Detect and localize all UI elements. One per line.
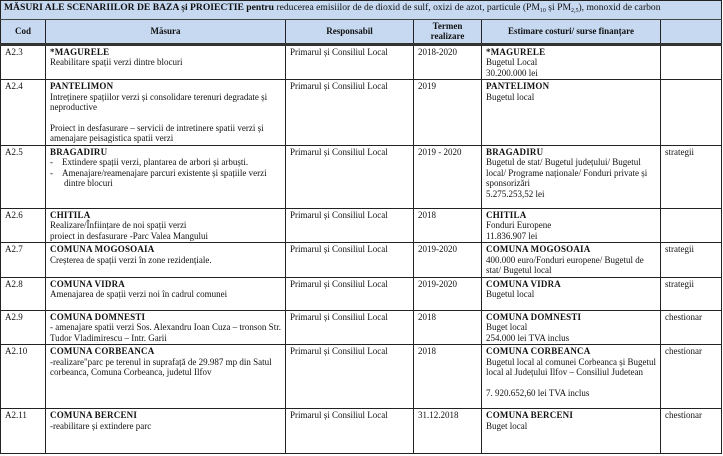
- estimare-place: CHITILA: [486, 209, 527, 220]
- table-title-row: [1, 1, 722, 20]
- cell-termen: 2019-2020: [414, 277, 482, 310]
- estimare-line: 11.836.907 lei: [486, 230, 538, 241]
- table-row: [1, 208, 722, 243]
- cell-estimare: [482, 409, 661, 454]
- cell-estimare: [482, 44, 661, 80]
- masura-line: -realizare"parc pe terenul in suprafață de 29.987 mp din Satul corbeanca, Comuna Corbeanca, judetul Ilfov: [50, 356, 272, 377]
- masura-place: COMUNA DOMNESTI: [50, 311, 146, 322]
- cell-termen: 2019 - 2020: [414, 145, 482, 208]
- estimare-line: Bugetul de stat/ Bugetul județului/ Bugetul local/ Programe naționale/ Fonduri private și sponsorizări: [486, 157, 648, 188]
- masura-place: COMUNA CORBEANCA: [50, 346, 155, 356]
- header-extra: [661, 19, 722, 44]
- masura-place: COMUNA MOGOSOAIA: [50, 244, 155, 254]
- estimare-line: 5.275.253,52 lei: [486, 188, 545, 199]
- spacer: [50, 113, 281, 123]
- cell-responsabil: Primarul și Consiliul Local: [286, 44, 414, 80]
- cell-estimare: [482, 277, 661, 310]
- masura-line: Creșterea de spații verzi în zone rezidențiale.: [50, 254, 212, 265]
- estimare-line: Fonduri Europene: [486, 220, 552, 230]
- table-row: [1, 310, 722, 345]
- bullet-text: Amenajare/reamenajare parcuri existente și spațiile verzi dintre blocuri: [62, 167, 267, 188]
- header-estimare: Estimare costuri/ surse finanțare: [482, 19, 661, 44]
- cell-cod: A2.3: [1, 44, 46, 80]
- header-cod: Cod: [1, 19, 46, 44]
- cell-extra: strategii: [661, 277, 722, 310]
- estimare-place: COMUNA MOGOSOAIA: [486, 244, 591, 254]
- cell-termen: 2018: [414, 208, 482, 243]
- masura-bullet: [50, 157, 281, 168]
- cell-masura: [46, 409, 286, 454]
- title-sub-pm10: 10: [539, 8, 546, 14]
- masura-place: BRAGADIRU: [50, 146, 108, 157]
- cell-termen: 2019-2020: [414, 243, 482, 278]
- table-row: [1, 409, 722, 454]
- cell-cod: A2.7: [1, 243, 46, 278]
- title-bold-2: pentru: [246, 2, 277, 13]
- table-row: [1, 277, 722, 310]
- estimare-place: COMUNA BERCENI: [486, 410, 574, 420]
- masura-place: COMUNA BERCENI: [50, 410, 138, 420]
- cell-extra: strategii: [661, 145, 722, 208]
- cell-estimare: [482, 345, 661, 409]
- cell-termen: 2018: [414, 310, 482, 345]
- masura-line: - amenajare spatii verzi Sos. Alexandru Ioan Cuza – tronson Str. Tudor Vladimirescu – Intr. Garii: [50, 322, 281, 343]
- masura-line: -reabilitare și extindere parc: [50, 420, 152, 431]
- header-termen: Termen realizare: [414, 19, 482, 44]
- table-row: [1, 44, 722, 80]
- masura-line: Intreținere spațiilor verzi și consolidare terenuri degradate și neproductive: [50, 91, 268, 112]
- table-body: [1, 44, 722, 454]
- masura-line: Reabilitare spații verzi dintre blocuri: [50, 57, 183, 67]
- estimare-place: PANTELIMON: [486, 81, 550, 91]
- bullet-dash-icon: -: [50, 167, 62, 178]
- masura-line: proiect in desfasurare -Parc Valea Mangului: [50, 230, 209, 241]
- cell-estimare: [482, 310, 661, 345]
- masura-place: CHITILA: [50, 209, 91, 220]
- cell-extra: chestionar: [661, 345, 722, 409]
- estimare-line: 30.200.000 lei: [486, 67, 538, 78]
- estimare-line: 7. 920.652,60 lei TVA inclus: [486, 387, 590, 398]
- cell-masura: [46, 80, 286, 146]
- cell-responsabil: Primarul și Consiliul Local: [286, 277, 414, 310]
- title-bold: MĂSURI ALE SCENARIILOR DE BAZA și PROIECTIE: [4, 2, 247, 13]
- cell-masura: [46, 310, 286, 345]
- estimare-place: COMUNA VIDRA: [486, 278, 561, 289]
- cell-termen: 2018: [414, 345, 482, 409]
- estimare-line: Bugetul Local: [486, 57, 538, 67]
- cell-masura: [46, 243, 286, 278]
- estimare-place: BRAGADIRU: [486, 146, 544, 157]
- estimare-place: COMUNA CORBEANCA: [486, 346, 591, 356]
- cell-estimare: [482, 145, 661, 208]
- cell-responsabil: Primarul și Consiliul Local: [286, 145, 414, 208]
- cell-responsabil: Primarul și Consiliul Local: [286, 310, 414, 345]
- cell-estimare: [482, 80, 661, 146]
- estimare-line: 400.000 euro/Fonduri europene/ Bugetul de stat/ Bugetul local: [486, 254, 644, 275]
- cell-masura: [46, 208, 286, 243]
- cell-termen: 2019: [414, 80, 482, 146]
- masura-line: Proiect in desfasurare – servicii de intretinere spatii verzi și amenajare peisagistica spatii verzi: [50, 122, 264, 143]
- masura-line: Amenajarea de spații verzi noi în cadrul comunei: [50, 289, 228, 299]
- cell-extra: [661, 44, 722, 80]
- table-row: [1, 80, 722, 146]
- masura-place: COMUNA VIDRA: [50, 278, 125, 289]
- cell-estimare: [482, 208, 661, 243]
- estimare-line: Bugetul local: [486, 91, 535, 102]
- masura-place: *MAGURELE: [50, 46, 110, 57]
- cell-cod: A2.8: [1, 277, 46, 310]
- cell-cod: A2.11: [1, 409, 46, 454]
- cell-masura: [46, 277, 286, 310]
- spacer: [486, 378, 656, 388]
- cell-responsabil: Primarul și Consiliul Local: [286, 345, 414, 409]
- header-masura: Măsura: [46, 19, 286, 44]
- table-row: [1, 345, 722, 409]
- cell-cod: A2.6: [1, 208, 46, 243]
- cell-responsabil: Primarul și Consiliul Local: [286, 208, 414, 243]
- table-row: [1, 243, 722, 278]
- cell-masura: [46, 345, 286, 409]
- cell-cod: A2.5: [1, 145, 46, 208]
- title-normal: [276, 2, 660, 13]
- estimare-line: Buget local: [486, 322, 528, 332]
- estimare-place: COMUNA DOMNESTI: [486, 311, 582, 322]
- title-end: ), monoxid de carbon: [578, 2, 661, 13]
- cell-masura: [46, 145, 286, 208]
- title-mid: și PM: [545, 2, 571, 13]
- bullet-dash-icon: -: [50, 157, 62, 167]
- cell-extra: chestionar: [661, 409, 722, 454]
- table-row: [1, 145, 722, 208]
- header-responsabil: Responsabil: [286, 19, 414, 44]
- estimare-line: Buget local: [486, 420, 528, 431]
- cell-termen: 31.12.2018: [414, 409, 482, 454]
- cell-responsabil: Primarul și Consiliul Local: [286, 80, 414, 146]
- table-title: [1, 1, 722, 20]
- estimare-place: *MAGURELE: [486, 46, 546, 57]
- masura-bullet: [50, 168, 281, 189]
- estimare-line: 254.000 lei TVA inclus: [486, 332, 570, 343]
- estimare-line: Bugetul local: [486, 289, 535, 299]
- title-sub-pm25: 2,5: [570, 8, 579, 14]
- masura-place: PANTELIMON: [50, 81, 114, 91]
- cell-cod: A2.4: [1, 80, 46, 146]
- cell-cod: A2.10: [1, 345, 46, 409]
- masura-line: Realizare/Înființare de noi spații verzi: [50, 220, 187, 230]
- cell-extra: [661, 80, 722, 146]
- cell-responsabil: Primarul și Consiliul Local: [286, 409, 414, 454]
- cell-extra: strategii: [661, 243, 722, 278]
- cell-extra: [661, 208, 722, 243]
- cell-termen: 2018-2020: [414, 44, 482, 80]
- cell-cod: A2.9: [1, 310, 46, 345]
- cell-masura: [46, 44, 286, 80]
- estimare-line: Bugetul local al comunei Corbeanca și Bugetul local al Județului Ilfov – Consiliul Judetean: [486, 356, 656, 377]
- cell-extra: chestionar: [661, 310, 722, 345]
- bullet-text: Extindere spații verzi, plantarea de arbori și arbuști.: [62, 157, 249, 167]
- title-normal-text: reducerea emisiilor de de dioxid de sulf, oxizi de azot, particule (PM: [276, 2, 540, 13]
- header-row: [1, 19, 722, 44]
- cell-responsabil: Primarul și Consiliul Local: [286, 243, 414, 278]
- cell-estimare: [482, 243, 661, 278]
